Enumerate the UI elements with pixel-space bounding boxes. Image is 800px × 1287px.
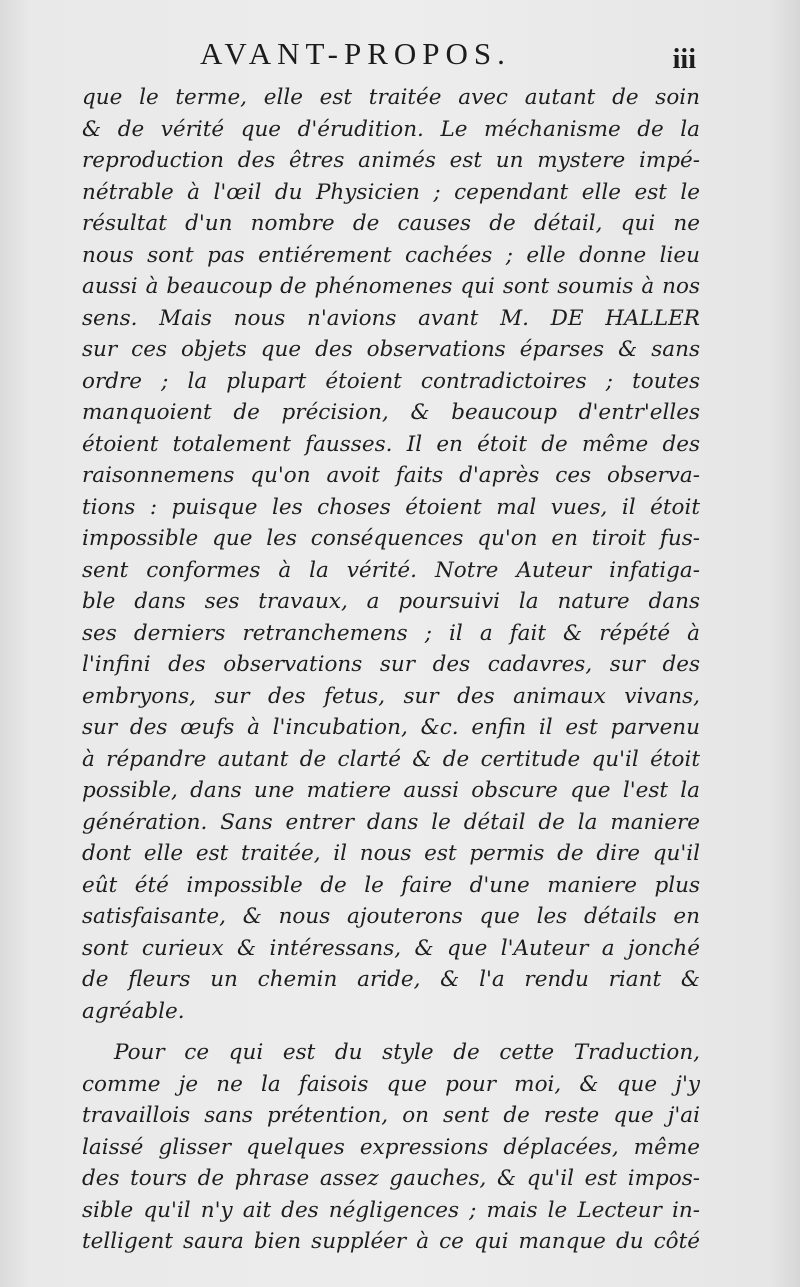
text-line: sur des œufs à l'incubation, &c. enfin il est parvenu — [82, 715, 700, 740]
paragraph-gap — [82, 1027, 700, 1037]
text-line: raisonnemens qu'on avoit faits d'après ces observa- — [82, 463, 700, 488]
text-line: comme je ne la faisois que pour moi, & que j'y — [82, 1071, 700, 1097]
text-line: travaillois sans prétention, on sent de reste que j'ai — [82, 1103, 700, 1128]
text-line: ses derniers retranchemens ; il a fait & répété à — [82, 620, 700, 646]
text-line: possible, dans une matiere aussi obscure que l'est la — [82, 778, 700, 803]
text-line: nétrable à l'œil du Physicien ; cependant elle est le — [82, 179, 700, 205]
text-line: sont curieux & intéressans, & que l'Auteur a jonché — [82, 935, 700, 961]
text-line: des tours de phrase assez gauches, & qu'il est impos- — [82, 1166, 700, 1191]
text-line: nous sont pas entiérement cachées ; elle donne lieu — [82, 242, 700, 268]
text-line: ordre ; la plupart étoient contradictoires ; toutes — [82, 368, 700, 394]
text-line: tions : puisque les choses étoient mal vues, il étoit — [82, 494, 700, 520]
text-line: résultat d'un nombre de causes de détail, qui ne — [82, 211, 700, 236]
page-number: iii — [672, 44, 696, 75]
text-line: l'infini des observations sur des cadavres, sur des — [82, 652, 700, 677]
text-line: manquoient de précision, & beaucoup d'entr'elles — [82, 400, 700, 425]
text-line: que le terme, elle est traitée avec autant de soin — [82, 85, 700, 110]
text-line: génération. Sans entrer dans le détail de la maniere — [82, 809, 700, 835]
text-line: étoient totalement fausses. Il en étoit de même des — [82, 431, 700, 457]
text-line: telligent saura bien suppléer à ce qui manque du côté — [82, 1229, 700, 1254]
paragraph-2 — [82, 1037, 700, 1258]
text-line: de fleurs un chemin aride, & l'a rendu riant & — [82, 967, 700, 992]
running-title: AVANT-PROPOS. — [200, 36, 511, 71]
text-line: aussi à beaucoup de phénomenes qui sont soumis à nos — [82, 274, 700, 299]
text-line: ble dans ses travaux, a poursuivi la nature dans — [82, 589, 700, 614]
text-line: dont elle est traitée, il nous est permis de dire qu'il — [82, 841, 700, 866]
text-line: à répandre autant de clarté & de certitude qu'il étoit — [82, 746, 700, 772]
text-line: Pour ce qui est du style de cette Traduction, — [114, 1040, 700, 1065]
text-line: eût été impossible de le faire d'une maniere plus — [82, 872, 700, 898]
text-line: embryons, sur des fetus, sur des animaux vivans, — [82, 683, 700, 709]
text-line: laissé glisser quelques expressions déplacées, même — [82, 1134, 700, 1160]
text-line: sur ces objets que des observations éparses & sans — [82, 337, 700, 362]
paragraph-1 — [82, 82, 700, 1027]
text-line: satisfaisante, & nous ajouterons que les détails en — [82, 904, 700, 929]
body-text — [82, 82, 700, 1258]
text-line: impossible que les conséquences qu'on en tiroit fus- — [82, 526, 700, 551]
text-line: sens. Mais nous n'avions avant M. DE HALLER — [82, 305, 700, 331]
text-line: & de vérité que d'érudition. Le méchanisme de la — [82, 116, 700, 142]
text-line: reproduction des êtres animés est un mystere impé- — [82, 148, 700, 173]
text-line: sent conformes à la vérité. Notre Auteur infatiga- — [82, 557, 700, 583]
text-line: sible qu'il n'y ait des négligences ; mais le Lecteur in- — [82, 1197, 700, 1223]
page-header — [0, 36, 800, 76]
text-line: agréable. — [82, 998, 185, 1024]
